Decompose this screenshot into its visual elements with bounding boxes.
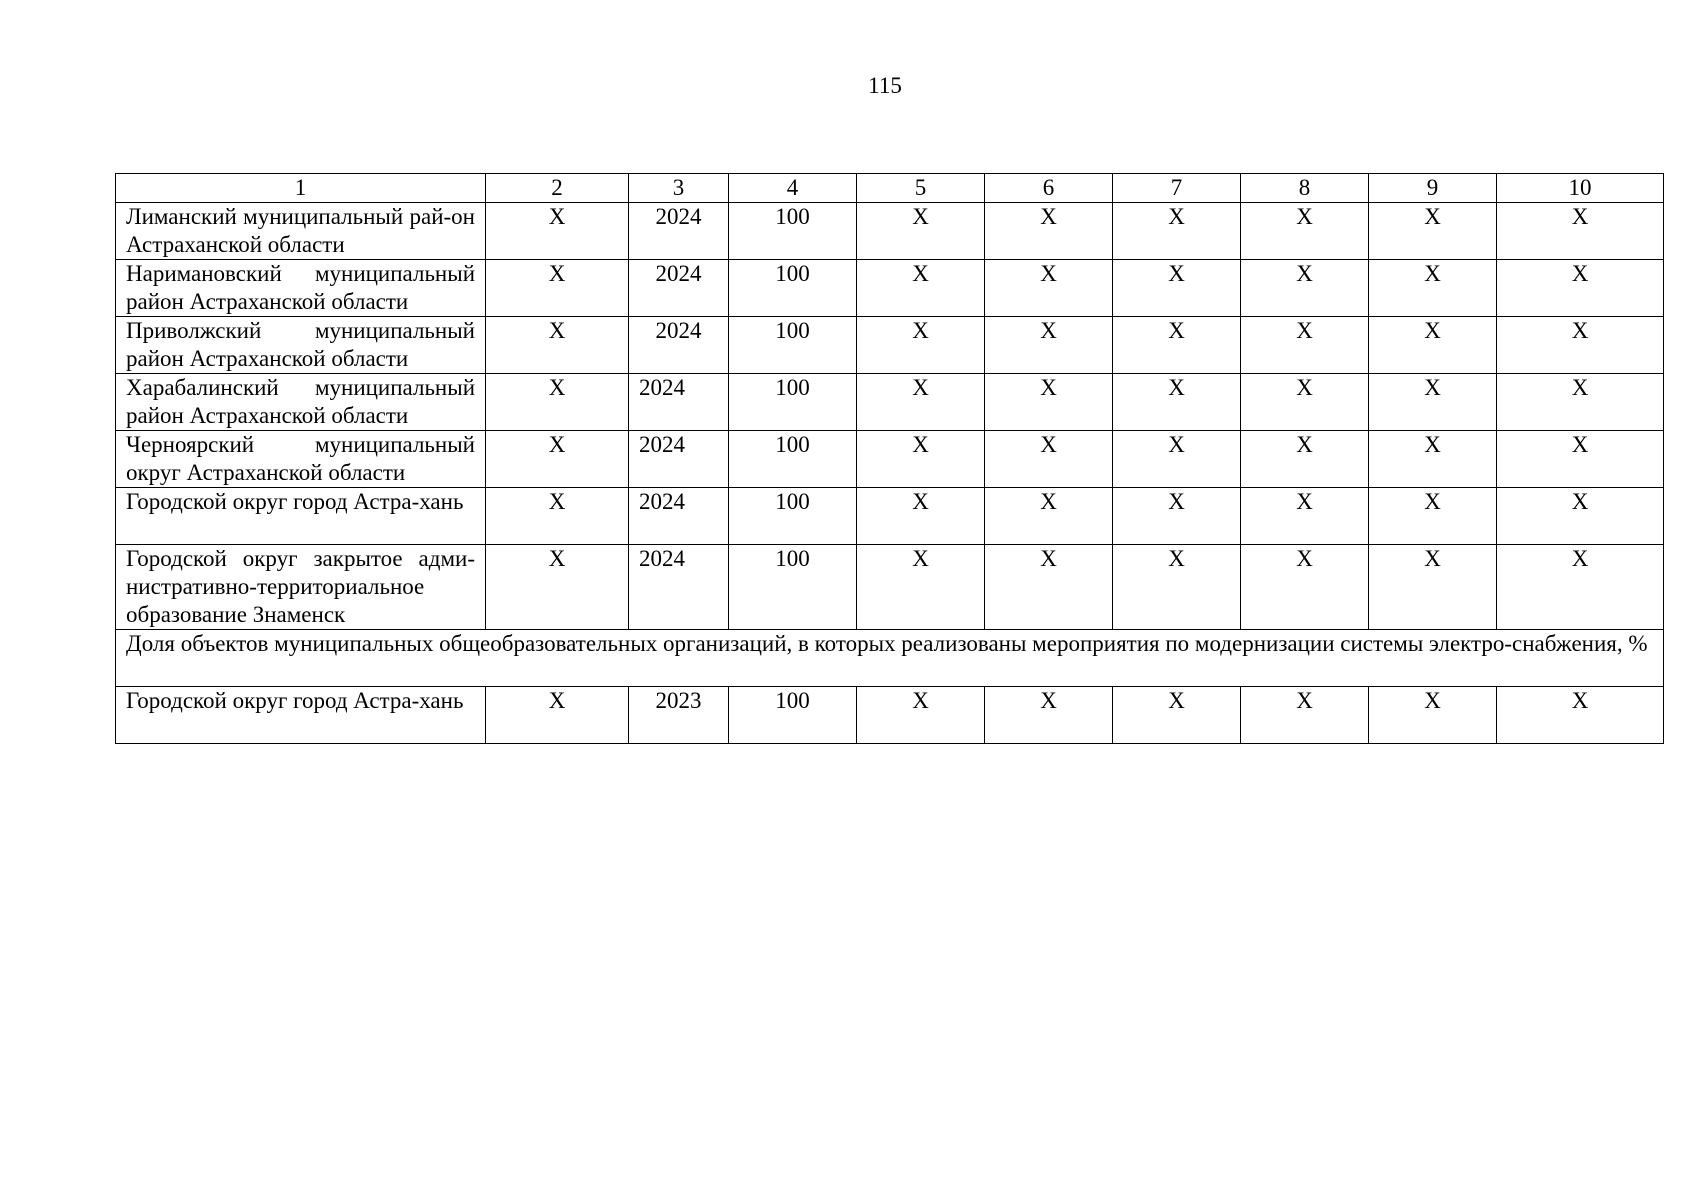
cell-col2: X — [486, 687, 629, 744]
municipality-name: Городской округ город Астра-хань — [116, 687, 486, 744]
cell-col8: X — [1241, 488, 1369, 545]
col-header-7: 7 — [1113, 174, 1241, 203]
municipality-name: Городской округ город Астра-хань — [116, 488, 486, 545]
cell-col5: X — [857, 431, 985, 488]
page-number: 115 — [868, 73, 902, 98]
municipality-name: Лиманский муниципальный рай-он Астраханской области — [116, 203, 486, 260]
cell-col9: X — [1369, 374, 1497, 431]
cell-year: 2024 — [629, 431, 729, 488]
cell-col6: X — [985, 545, 1113, 630]
col-header-5: 5 — [857, 174, 985, 203]
cell-year: 2024 — [629, 317, 729, 374]
cell-col5: X — [857, 488, 985, 545]
cell-col2: X — [486, 431, 629, 488]
cell-col5: X — [857, 260, 985, 317]
cell-col7: X — [1113, 260, 1241, 317]
municipality-name: Приволжский муниципальный район Астраханской области — [116, 317, 486, 374]
cell-col10: X — [1497, 203, 1664, 260]
cell-col8: X — [1241, 317, 1369, 374]
municipality-name: Харабалинский муниципальный район Астраханской области — [116, 374, 486, 431]
cell-col8: X — [1241, 545, 1369, 630]
cell-col2: X — [486, 545, 629, 630]
municipality-name: Наримановский муниципальный район Астраханской области — [116, 260, 486, 317]
cell-value: 100 — [729, 317, 857, 374]
table-row — [116, 687, 1664, 744]
cell-col9: X — [1369, 317, 1497, 374]
col-header-10: 10 — [1497, 174, 1664, 203]
cell-col6: X — [985, 260, 1113, 317]
cell-col5: X — [857, 374, 985, 431]
cell-col2: X — [486, 317, 629, 374]
cell-year: 2024 — [629, 203, 729, 260]
cell-value: 100 — [729, 374, 857, 431]
cell-year: 2024 — [629, 545, 729, 630]
cell-col10: X — [1497, 687, 1664, 744]
cell-col8: X — [1241, 431, 1369, 488]
table-row — [116, 431, 1664, 488]
cell-year: 2023 — [629, 687, 729, 744]
cell-col9: X — [1369, 431, 1497, 488]
cell-col2: X — [486, 374, 629, 431]
cell-col8: X — [1241, 687, 1369, 744]
municipality-name: Городской округ закрытое адми-нистративно-территориальное образование Знаменск — [116, 545, 486, 630]
cell-value: 100 — [729, 687, 857, 744]
cell-col5: X — [857, 317, 985, 374]
col-header-9: 9 — [1369, 174, 1497, 203]
cell-value: 100 — [729, 260, 857, 317]
cell-col9: X — [1369, 687, 1497, 744]
col-header-8: 8 — [1241, 174, 1369, 203]
cell-col7: X — [1113, 317, 1241, 374]
col-header-4: 4 — [729, 174, 857, 203]
cell-col10: X — [1497, 488, 1664, 545]
table-row — [116, 260, 1664, 317]
cell-col7: X — [1113, 431, 1241, 488]
cell-col9: X — [1369, 545, 1497, 630]
cell-col2: X — [486, 488, 629, 545]
cell-col6: X — [985, 431, 1113, 488]
cell-col5: X — [857, 687, 985, 744]
cell-col6: X — [985, 317, 1113, 374]
col-header-2: 2 — [486, 174, 629, 203]
cell-col8: X — [1241, 260, 1369, 317]
cell-year: 2024 — [629, 488, 729, 545]
cell-col8: X — [1241, 374, 1369, 431]
cell-col9: X — [1369, 260, 1497, 317]
table-row — [116, 317, 1664, 374]
cell-col6: X — [985, 203, 1113, 260]
cell-col10: X — [1497, 545, 1664, 630]
municipality-name: Черноярский муниципальный округ Астраханской области — [116, 431, 486, 488]
cell-col6: X — [985, 687, 1113, 744]
column-number-row — [116, 174, 1664, 203]
cell-col7: X — [1113, 374, 1241, 431]
cell-col7: X — [1113, 203, 1241, 260]
cell-col2: X — [486, 260, 629, 317]
cell-col5: X — [857, 545, 985, 630]
cell-value: 100 — [729, 203, 857, 260]
cell-col6: X — [985, 488, 1113, 545]
cell-col8: X — [1241, 203, 1369, 260]
indicator-table — [115, 173, 1664, 744]
section-title-row — [116, 630, 1664, 687]
col-header-6: 6 — [985, 174, 1113, 203]
cell-col7: X — [1113, 545, 1241, 630]
table-row — [116, 488, 1664, 545]
cell-value: 100 — [729, 545, 857, 630]
section-title: Доля объектов муниципальных общеобразовательных организаций, в которых реализованы мероприятия по модернизации системы электро-снабжения, % — [116, 630, 1664, 687]
cell-col10: X — [1497, 260, 1664, 317]
cell-col2: X — [486, 203, 629, 260]
cell-col9: X — [1369, 203, 1497, 260]
cell-col7: X — [1113, 687, 1241, 744]
col-header-1: 1 — [116, 174, 486, 203]
table-row — [116, 203, 1664, 260]
cell-col10: X — [1497, 317, 1664, 374]
cell-col7: X — [1113, 488, 1241, 545]
cell-col6: X — [985, 374, 1113, 431]
cell-year: 2024 — [629, 374, 729, 431]
cell-col9: X — [1369, 488, 1497, 545]
cell-value: 100 — [729, 488, 857, 545]
table-row — [116, 545, 1664, 630]
col-header-3: 3 — [629, 174, 729, 203]
cell-year: 2024 — [629, 260, 729, 317]
cell-col5: X — [857, 203, 985, 260]
cell-value: 100 — [729, 431, 857, 488]
cell-col10: X — [1497, 431, 1664, 488]
cell-col10: X — [1497, 374, 1664, 431]
table-row — [116, 374, 1664, 431]
